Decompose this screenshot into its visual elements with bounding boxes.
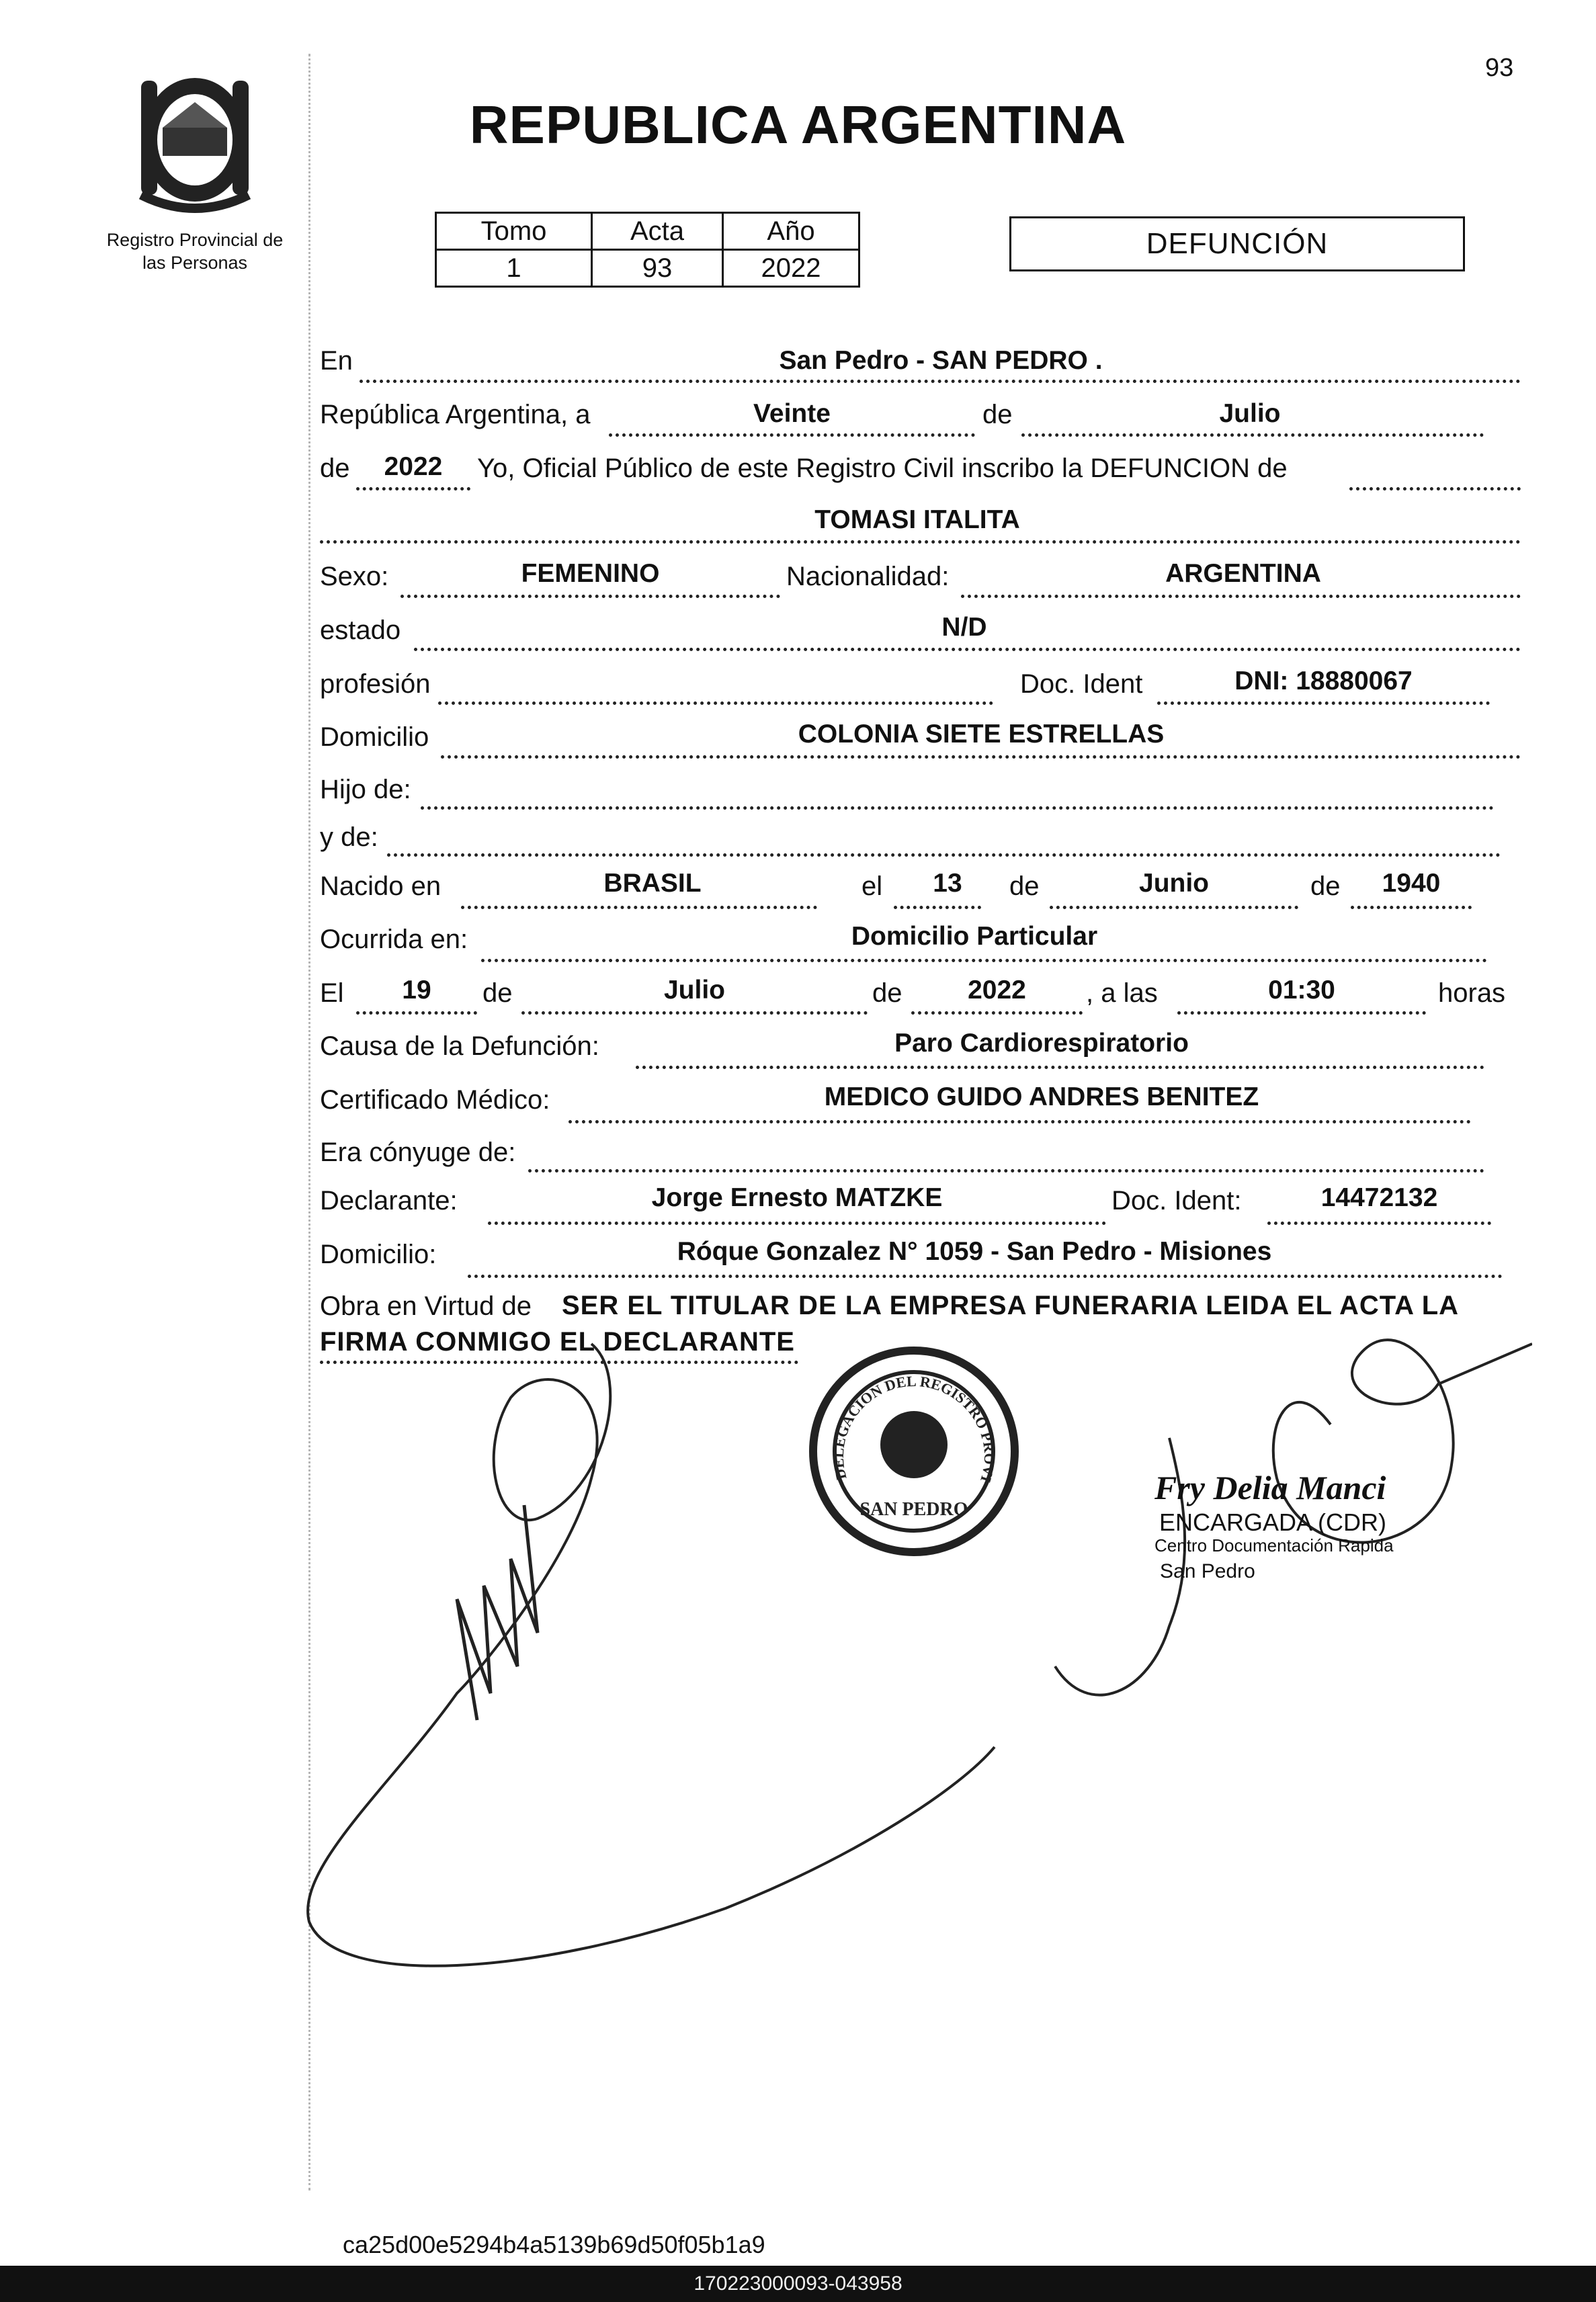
- nacido-label: Nacido en: [320, 871, 442, 901]
- y-de-underline: [387, 853, 1501, 857]
- footer-code: 170223000093-043958: [694, 2272, 902, 2295]
- birth-year-underline: [1351, 906, 1472, 909]
- birth-day-value: 13: [933, 869, 962, 898]
- death-year-underline: [911, 1011, 1083, 1015]
- certificado-value: MEDICO GUIDO ANDRES BENITEZ: [824, 1082, 1259, 1111]
- certificado-label: Certificado Médico:: [320, 1085, 550, 1115]
- declarant-signature-flourish: [457, 1505, 538, 1720]
- hijo-de-underline: [421, 806, 1494, 810]
- stamp-center-text: SAN PEDRO: [859, 1499, 968, 1520]
- doc-ident-label: Doc. Ident: [1020, 669, 1143, 699]
- en-underline: [360, 380, 1521, 383]
- acta-header: Acta: [592, 213, 723, 250]
- acta-value: 93: [592, 250, 723, 287]
- birth-month-underline: [1050, 906, 1298, 909]
- en-value: San Pedro - SAN PEDRO .: [779, 346, 1103, 375]
- de-label-4: de: [1310, 871, 1341, 901]
- registry-name-line1: Registro Provincial de: [106, 230, 284, 250]
- a-las-label: , a las: [1086, 978, 1158, 1008]
- sexo-value: FEMENINO: [521, 559, 660, 588]
- nacionalidad-label: Nacionalidad:: [786, 562, 950, 591]
- domicilio-2-label: Domicilio:: [320, 1240, 437, 1269]
- nacido-underline: [461, 906, 817, 909]
- doc-ident-2-label: Doc. Ident:: [1111, 1186, 1242, 1216]
- footer-bar: [0, 2266, 1596, 2302]
- official-name: Fry Delia Manci: [1154, 1469, 1386, 1506]
- sexo-underline: [401, 595, 780, 598]
- de-label-5: de: [482, 978, 513, 1008]
- document-hash: ca25d00e5294b4a5139b69d50f05b1a9: [343, 2231, 765, 2258]
- tomo-value: 1: [436, 250, 592, 287]
- registry-name-line2: las Personas: [142, 253, 248, 273]
- nacionalidad-value: ARGENTINA: [1165, 559, 1321, 588]
- official-role: ENCARGADA (CDR): [1159, 1508, 1387, 1536]
- page-number: 93: [1485, 54, 1514, 82]
- declarante-underline: [488, 1222, 1106, 1225]
- estado-label: estado: [320, 615, 401, 645]
- hijo-de-label: Hijo de:: [320, 775, 411, 804]
- inscribo-underline: [1349, 487, 1521, 491]
- doc-ident-2-underline: [1267, 1222, 1491, 1225]
- causa-value: Paro Cardiorespiratorio: [894, 1029, 1189, 1058]
- day-words-value: Veinte: [753, 399, 831, 428]
- birth-day-underline: [894, 906, 981, 909]
- death-year-value: 2022: [968, 976, 1026, 1005]
- estado-underline: [414, 648, 1521, 651]
- death-time-value: 01:30: [1268, 976, 1335, 1005]
- document-title: REPUBLICA ARGENTINA: [469, 95, 1127, 155]
- declarante-label: Declarante:: [320, 1186, 458, 1216]
- official-office: Centro Documentación Rapida: [1154, 1535, 1394, 1555]
- domicilio-underline: [441, 755, 1521, 759]
- month-value: Julio: [1219, 399, 1281, 428]
- official-city: San Pedro: [1160, 1560, 1255, 1582]
- death-time-underline: [1177, 1011, 1426, 1015]
- inscribo-text: Yo, Oficial Público de este Registro Civil inscribo la DEFUNCION de: [477, 454, 1288, 483]
- ocurrida-underline: [481, 959, 1487, 962]
- profesion-label: profesión: [320, 669, 431, 699]
- domicilio-label: Domicilio: [320, 722, 429, 752]
- official-stamp: [813, 1351, 1015, 1552]
- death-month-value: Julio: [663, 976, 725, 1005]
- de-label-3: de: [1009, 871, 1040, 901]
- conyuge-underline: [528, 1169, 1484, 1173]
- obra-value-line1: SER EL TITULAR DE LA EMPRESA FUNERARIA LEIDA EL ACTA LA: [562, 1291, 1460, 1320]
- death-month-underline: [521, 1011, 868, 1015]
- de-label-2: de: [320, 454, 350, 483]
- certificado-underline: [569, 1120, 1471, 1123]
- de-label-1: de: [982, 400, 1013, 429]
- ocurrida-label: Ocurrida en:: [320, 925, 468, 954]
- horas-label: horas: [1438, 978, 1506, 1008]
- tomo-header: Tomo: [436, 213, 592, 250]
- en-label: En: [320, 346, 353, 376]
- year-underline: [356, 487, 470, 491]
- birth-year-value: 1940: [1382, 869, 1441, 898]
- stamp-ring-text: DELEGACION DEL REGISTRO PROVI: [829, 1372, 999, 1485]
- conyuge-label: Era cónyuge de:: [320, 1138, 516, 1167]
- republica-label: República Argentina, a: [320, 400, 591, 429]
- domicilio-2-underline: [468, 1275, 1503, 1278]
- deceased-name: TOMASI ITALITA: [814, 505, 1020, 534]
- birth-month-value: Junio: [1139, 869, 1209, 898]
- death-day-underline: [356, 1011, 477, 1015]
- causa-underline: [636, 1066, 1484, 1069]
- profesion-underline: [438, 701, 993, 705]
- anio-value: 2022: [723, 250, 859, 287]
- name-underline: [320, 540, 1521, 544]
- doc-ident-underline: [1157, 701, 1490, 705]
- death-day-value: 19: [402, 976, 431, 1005]
- doc-ident-value: DNI: 18880067: [1234, 667, 1413, 695]
- day-underline: [609, 433, 975, 437]
- nacido-value: BRASIL: [603, 869, 702, 898]
- obra-label: Obra en Virtud de: [320, 1291, 532, 1321]
- signatures-and-stamp: [255, 1317, 1532, 1989]
- doc-ident-2-value: 14472132: [1320, 1183, 1438, 1212]
- declarante-value: Jorge Ernesto MATZKE: [651, 1183, 943, 1212]
- year-value: 2022: [384, 452, 443, 481]
- domicilio-2-value: Róque Gonzalez N° 1059 - San Pedro - Misiones: [677, 1237, 1272, 1266]
- nacionalidad-underline: [961, 595, 1521, 598]
- registry-name: [81, 228, 309, 274]
- causa-label: Causa de la Defunción:: [320, 1031, 599, 1061]
- y-de-label: y de:: [320, 822, 378, 852]
- ocurrida-value: Domicilio Particular: [851, 922, 1098, 951]
- el2-label: El: [320, 978, 344, 1008]
- month-underline: [1021, 433, 1484, 437]
- sexo-label: Sexo:: [320, 562, 389, 591]
- document-type-box: DEFUNCIÓN: [1009, 216, 1465, 271]
- el-label: el: [862, 871, 883, 901]
- anio-header: Año: [723, 213, 859, 250]
- de-label-6: de: [872, 978, 902, 1008]
- estado-value: N/D: [941, 613, 987, 642]
- obra-value-line2: FIRMA CONMIGO EL DECLARANTE: [320, 1327, 795, 1357]
- domicilio-value: COLONIA SIETE ESTRELLAS: [798, 720, 1165, 749]
- registration-table: [435, 212, 860, 288]
